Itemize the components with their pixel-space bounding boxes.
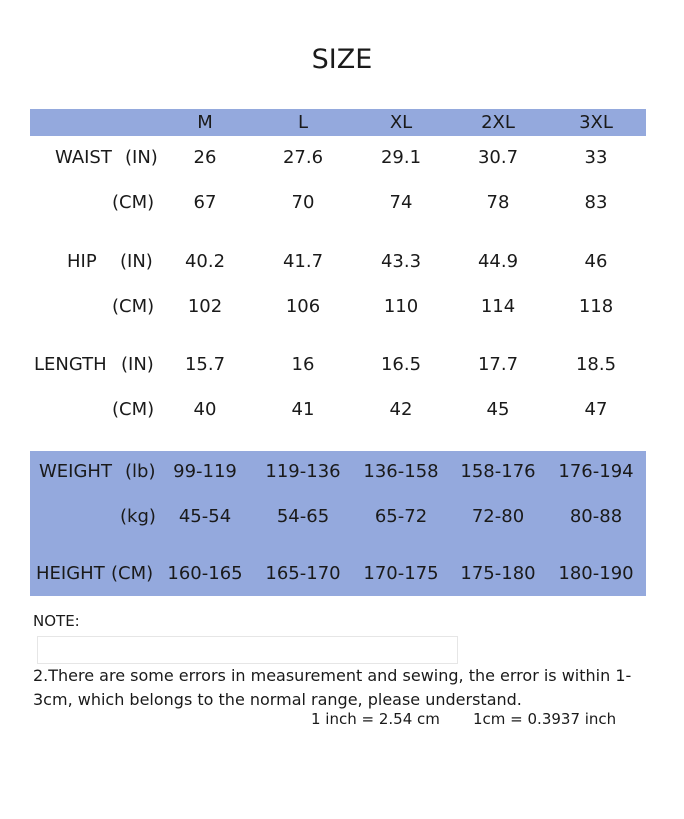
table-cell: 83 xyxy=(584,192,608,213)
size-header-l: L xyxy=(297,112,309,133)
row-unit: (kg) xyxy=(120,506,156,527)
table-cell: 27.6 xyxy=(282,147,324,168)
table-cell: 43.3 xyxy=(380,251,422,272)
table-cell: 110 xyxy=(383,296,419,317)
table-cell: 65-72 xyxy=(374,506,428,527)
table-cell: 45 xyxy=(486,399,510,420)
page-title: SIZE xyxy=(311,44,373,75)
table-cell: 16.5 xyxy=(380,354,422,375)
table-cell: 47 xyxy=(584,399,608,420)
table-cell: 30.7 xyxy=(477,147,519,168)
table-cell: 46 xyxy=(584,251,608,272)
row-unit: (CM) xyxy=(111,563,154,584)
table-cell: 160-165 xyxy=(167,563,243,584)
row-label-length: LENGTH xyxy=(34,354,107,375)
note-text: 2.There are some errors in measurement and sewing, the error is within 1-3cm, which belongs to the normal range, please understand. xyxy=(33,666,632,709)
row-label-height: HEIGHT xyxy=(36,563,105,584)
table-cell: 72-80 xyxy=(471,506,525,527)
table-cell: 41.7 xyxy=(282,251,324,272)
row-unit: (CM) xyxy=(112,192,155,213)
row-unit: (CM) xyxy=(112,399,155,420)
table-cell: 16 xyxy=(291,354,315,375)
row-unit: (IN) xyxy=(125,147,158,168)
table-cell: 106 xyxy=(285,296,321,317)
table-cell: 136-158 xyxy=(363,461,439,482)
table-cell: 18.5 xyxy=(575,354,617,375)
size-header-m: M xyxy=(197,112,213,133)
note-blank-box xyxy=(37,636,458,664)
table-cell: 26 xyxy=(193,147,217,168)
table-cell: 74 xyxy=(389,192,413,213)
row-unit: (IN) xyxy=(120,251,153,272)
table-cell: 118 xyxy=(578,296,614,317)
size-header-2xl: 2XL xyxy=(481,112,515,133)
row-unit: (IN) xyxy=(121,354,154,375)
row-unit: (CM) xyxy=(112,296,155,317)
table-cell: 80-88 xyxy=(569,506,623,527)
conversion-inch: 1 inch = 2.54 cm xyxy=(311,710,440,728)
conversion-cm: 1cm = 0.3937 inch xyxy=(473,710,617,728)
note-label: NOTE: xyxy=(33,612,80,630)
row-label-waist: WAIST xyxy=(55,147,112,168)
table-cell: 29.1 xyxy=(380,147,422,168)
table-cell: 175-180 xyxy=(460,563,536,584)
table-cell: 45-54 xyxy=(178,506,232,527)
table-cell: 67 xyxy=(193,192,217,213)
table-cell: 99-119 xyxy=(173,461,237,482)
table-cell: 114 xyxy=(480,296,516,317)
table-cell: 40.2 xyxy=(184,251,226,272)
table-cell: 41 xyxy=(291,399,315,420)
size-header-3xl: 3XL xyxy=(579,112,613,133)
table-cell: 119-136 xyxy=(265,461,341,482)
table-cell: 44.9 xyxy=(477,251,519,272)
table-cell: 78 xyxy=(486,192,510,213)
table-cell: 170-175 xyxy=(363,563,439,584)
table-cell: 40 xyxy=(193,399,217,420)
size-header-band xyxy=(30,109,646,136)
row-label-hip: HIP xyxy=(67,251,97,272)
table-cell: 180-190 xyxy=(558,563,634,584)
table-cell: 70 xyxy=(291,192,315,213)
table-cell: 17.7 xyxy=(477,354,519,375)
row-label-weight: WEIGHT xyxy=(39,461,112,482)
table-cell: 54-65 xyxy=(276,506,330,527)
table-cell: 42 xyxy=(389,399,413,420)
table-cell: 165-170 xyxy=(265,563,341,584)
row-unit: (lb) xyxy=(125,461,156,482)
table-cell: 102 xyxy=(187,296,223,317)
table-cell: 15.7 xyxy=(184,354,226,375)
table-cell: 158-176 xyxy=(460,461,536,482)
size-header-xl: XL xyxy=(389,112,413,133)
table-cell: 176-194 xyxy=(558,461,634,482)
table-cell: 33 xyxy=(584,147,608,168)
